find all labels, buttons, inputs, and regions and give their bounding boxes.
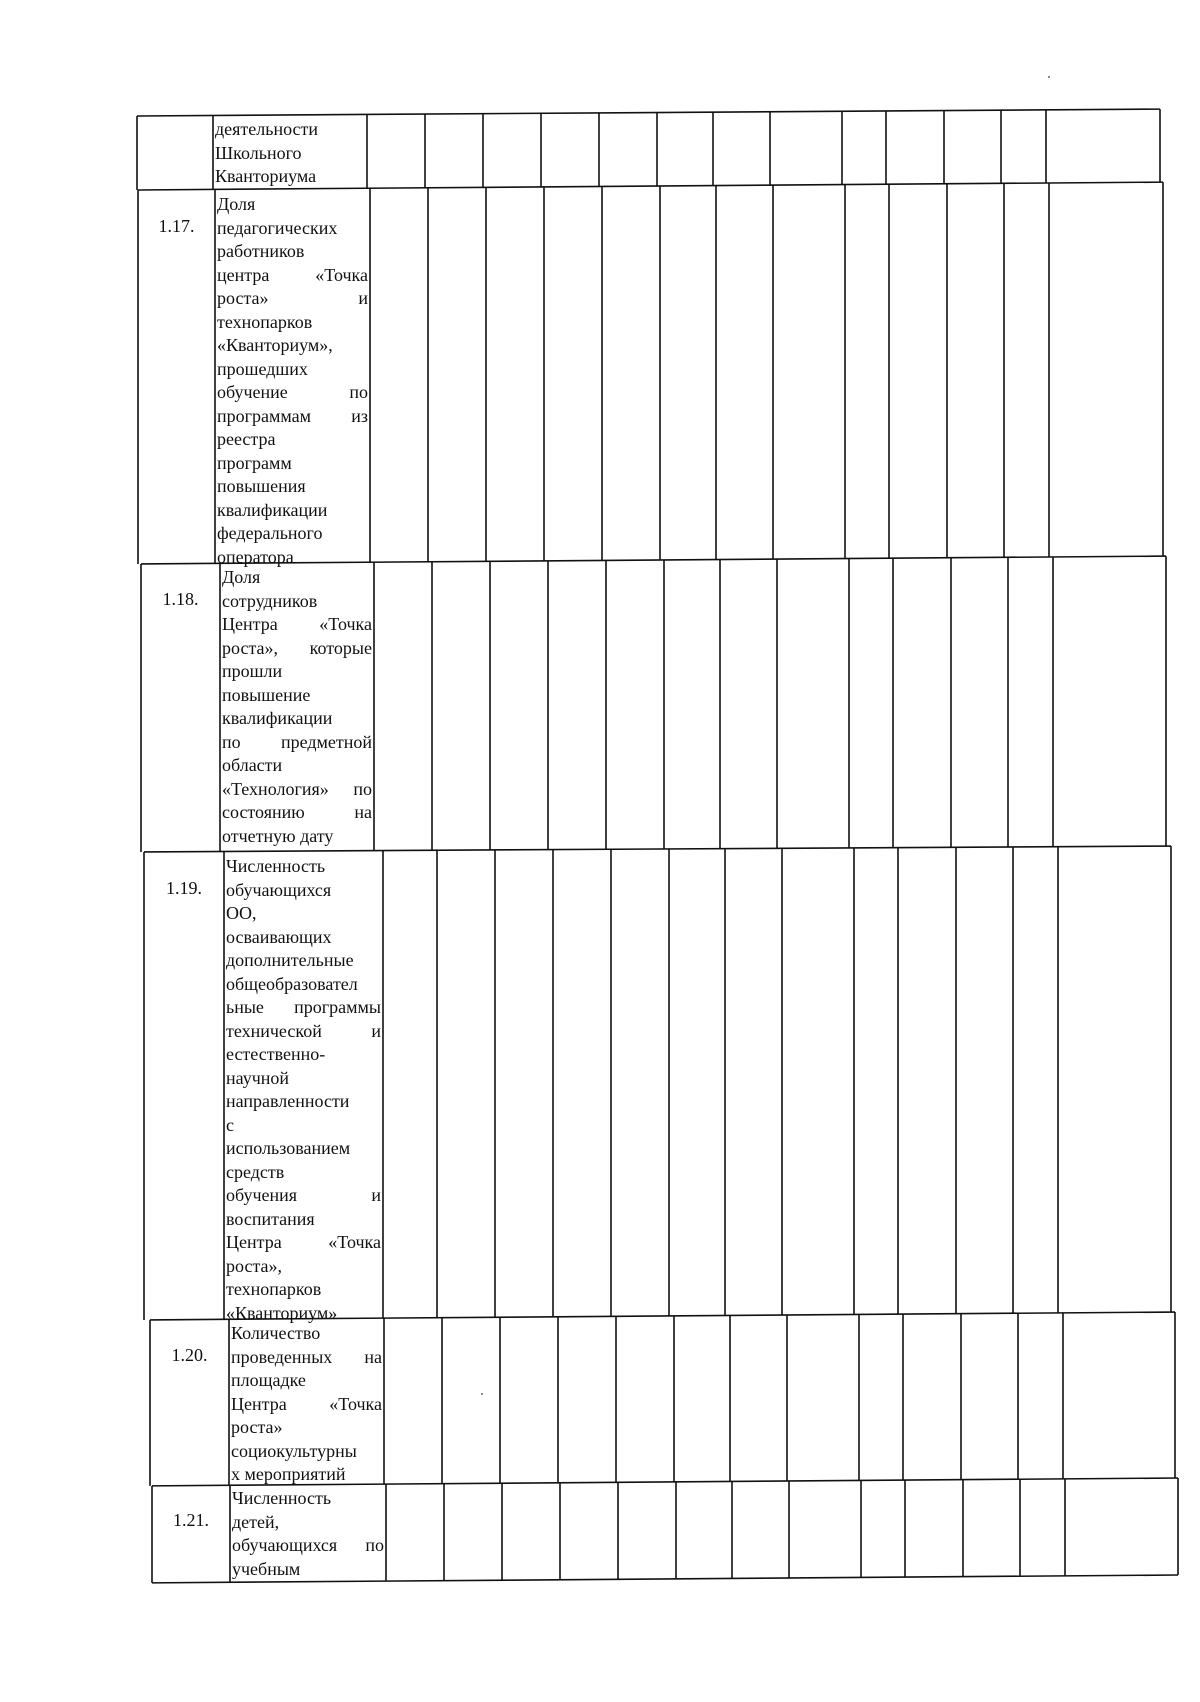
description-line: роста» и <box>217 288 368 308</box>
description-line: дополнительные <box>226 950 354 970</box>
description-line: ьные программы <box>226 997 381 1017</box>
description-line: направленности <box>226 1091 350 1111</box>
description-line: педагогических <box>217 217 338 238</box>
scan-speck <box>481 1393 483 1395</box>
row-description <box>217 193 368 569</box>
description-line: состоянию на <box>222 802 372 822</box>
description-line: обучающихся <box>226 879 332 900</box>
row-description <box>226 855 381 1325</box>
description-line: отчетную дату <box>222 825 334 846</box>
description-line: программам из <box>217 405 368 426</box>
description-line: роста» <box>231 1417 283 1437</box>
description-line: Доля <box>222 567 261 587</box>
description-line: прошли <box>222 661 283 681</box>
description-line: Численность <box>232 1488 332 1508</box>
description-line: квалификации <box>222 708 333 728</box>
description-line: Центра «Точка <box>226 1232 381 1252</box>
row-number: 1.18. <box>162 589 199 609</box>
description-line: технопарков <box>226 1279 322 1299</box>
description-line: повышения <box>217 476 306 496</box>
description-line: «Технология» по <box>222 778 372 799</box>
row-number: 1.21. <box>173 1510 209 1530</box>
description-line: обучения и <box>226 1185 381 1205</box>
description-line: проведенных на <box>231 1346 382 1367</box>
description-line: с <box>226 1114 234 1135</box>
description-line: общеобразовател <box>226 973 358 994</box>
description-line: Количество <box>231 1323 321 1343</box>
description-line: осваивающих <box>226 926 332 947</box>
row-description <box>231 1322 382 1487</box>
description-line: площадке <box>231 1370 306 1390</box>
description-line: научной <box>226 1067 290 1088</box>
row-border-line <box>137 109 1160 116</box>
description-line: Школьного <box>215 142 302 163</box>
description-line: деятельности <box>215 119 319 139</box>
description-line: обучение по <box>217 382 368 402</box>
description-line: Кванториума <box>215 166 317 186</box>
description-line: «Кванториум», <box>217 335 333 355</box>
description-line: сотрудников <box>222 590 318 611</box>
description-line: технопарков <box>217 311 313 332</box>
description-line: ОО, <box>226 903 257 923</box>
row-number: 1.20. <box>171 1345 208 1365</box>
description-line: детей, <box>232 1511 280 1532</box>
description-line: по предметной <box>222 731 372 752</box>
description-line: Численность <box>226 856 326 876</box>
description-line: Доля <box>217 194 256 214</box>
row-number: 1.17. <box>158 216 195 236</box>
description-line: области <box>222 755 283 775</box>
description-line: роста», которые <box>222 637 372 658</box>
description-line: социокультурны <box>231 1440 357 1461</box>
description-line: работников <box>217 241 305 261</box>
description-line: оператора <box>217 546 294 567</box>
row-description <box>232 1487 384 1581</box>
description-line: роста», <box>226 1255 283 1276</box>
row-description <box>222 566 372 848</box>
description-line: квалификации <box>217 499 328 520</box>
description-line: Центра «Точка <box>222 614 372 634</box>
description-line: «Кванториум» <box>226 1302 338 1323</box>
scan-speck <box>1048 76 1050 78</box>
description-line: х мероприятий <box>231 1464 346 1484</box>
description-line: средств <box>226 1161 285 1182</box>
description-line: технической и <box>226 1020 381 1041</box>
description-line: повышение <box>222 684 311 705</box>
description-line: обучающихся по <box>232 1535 384 1555</box>
description-line: программ <box>217 452 292 473</box>
description-line: естественно- <box>226 1044 326 1064</box>
description-line: Центра «Точка <box>231 1393 382 1414</box>
description-line: федерального <box>217 523 323 543</box>
description-line: центра «Точка <box>217 264 368 285</box>
description-line: прошедших <box>217 358 308 379</box>
description-line: реестра <box>217 429 276 449</box>
description-line: использованием <box>226 1138 351 1158</box>
description-line: воспитания <box>226 1208 315 1229</box>
description-line: учебным <box>232 1558 301 1579</box>
row-number: 1.19. <box>166 878 202 898</box>
row-description <box>215 118 365 189</box>
